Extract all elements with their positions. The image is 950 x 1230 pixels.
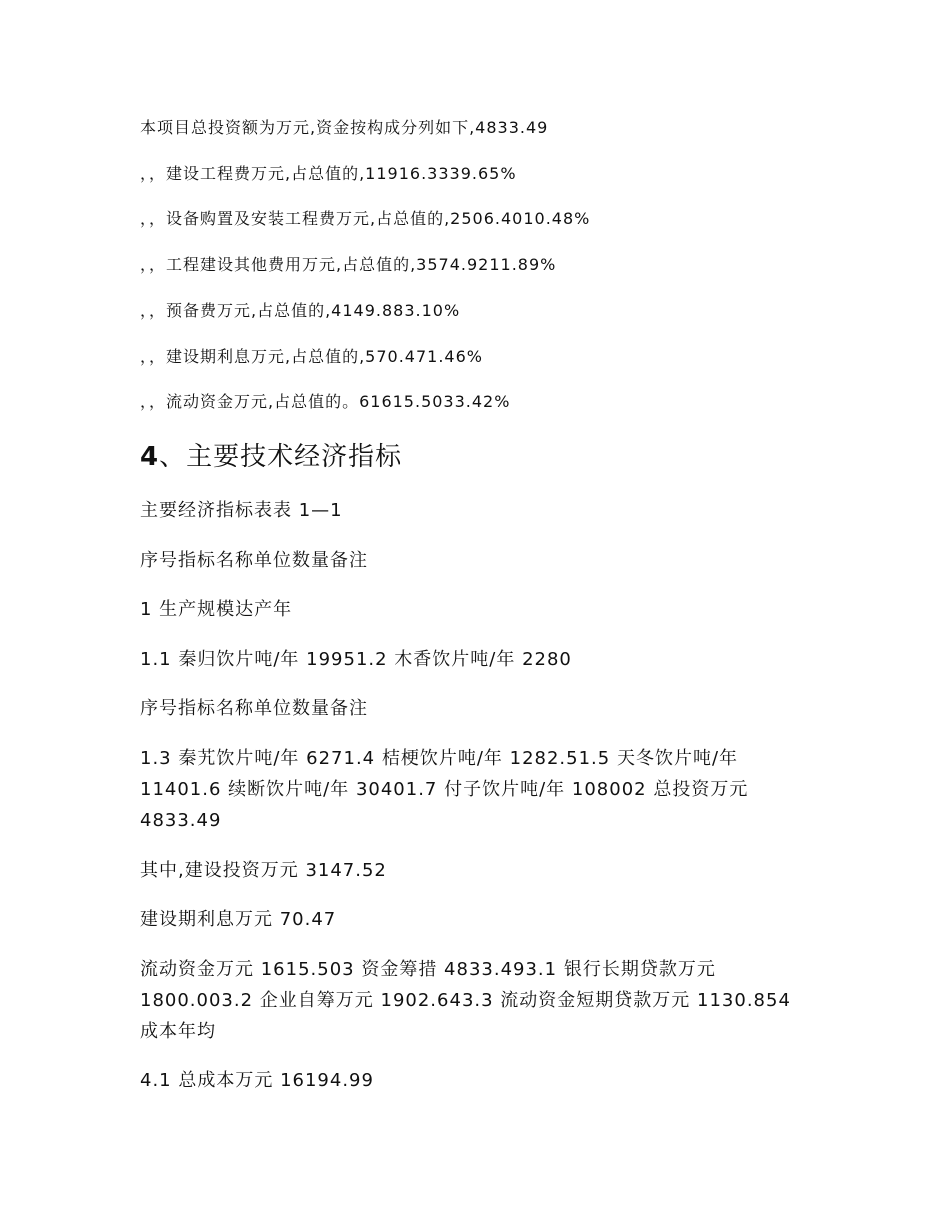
construction-cost-line: ，，建设工程费万元,占总值的,11916.3339.65%: [140, 164, 517, 183]
section-title: 、主要技术经济指标: [159, 442, 403, 472]
interest-cost-line: ，，建设期利息万元,占总值的,570.471.46%: [140, 347, 483, 366]
other-cost-line: ，，工程建设其他费用万元,占总值的,3574.9211.89%: [140, 255, 557, 274]
table-header-row: 序号指标名称单位数量备注: [140, 550, 368, 571]
table-header-row-repeat: 序号指标名称单位数量备注: [140, 698, 368, 719]
section-heading: [140, 440, 402, 474]
working-capital-line: ，，流动资金万元,占总值的。61615.5033.42%: [140, 392, 511, 411]
investment-intro-line: 本项目总投资额为万元,资金按构成分列如下,4833.49: [140, 118, 549, 137]
table-row-total-cost: 4.1 总成本万元 16194.99: [140, 1070, 374, 1091]
table-row-products-2: 1.3 秦艽饮片吨/年 6271.4 桔梗饮片吨/年 1282.51.5 天冬饮片吨/年 11401.6 续断饮片吨/年 30401.7 付子饮片吨/年 108002 总投资万元 4833.49: [140, 748, 749, 831]
table-row-production: 1 生产规模达产年: [140, 599, 293, 620]
reserve-cost-line: ，，预备费万元,占总值的,4149.883.10%: [140, 301, 461, 320]
table-row-interest: 建设期利息万元 70.47: [140, 909, 337, 930]
equipment-cost-line: ，，设备购置及安装工程费万元,占总值的,2506.4010.48%: [140, 209, 591, 228]
table-row-construction-investment: 其中,建设投资万元 3147.52: [140, 860, 387, 881]
table-row-products-1: 1.1 秦归饮片吨/年 19951.2 木香饮片吨/年 2280: [140, 649, 572, 670]
table-row-financing: 流动资金万元 1615.503 资金筹措 4833.493.1 银行长期贷款万元 1800.003.2 企业自筹万元 1902.643.3 流动资金短期贷款万元 1130.854 成本年均: [140, 959, 791, 1042]
table-caption: 主要经济指标表表 1—1: [140, 500, 343, 521]
section-number: 4: [140, 442, 160, 472]
